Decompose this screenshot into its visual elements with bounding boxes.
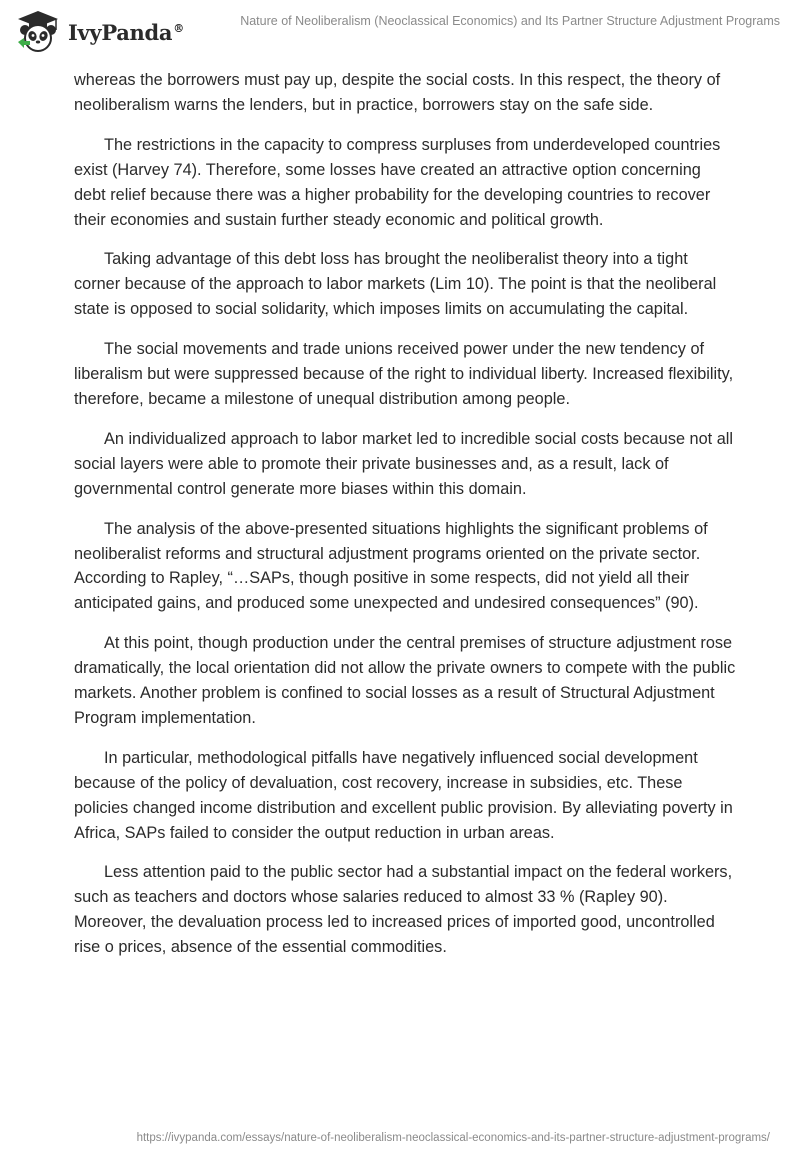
paragraph: The social movements and trade unions received power under the new tendency of liberalism but were suppressed because of the right to individual liberty. Increased flexibility, therefore, became a milestone of unequal distribution among people.: [74, 340, 734, 408]
paragraph: The restrictions in the capacity to compress surpluses from underdeveloped countries exist (Harvey 74). Therefore, some losses have created an attractive option concerning debt relief because there was a higher probability for the developing countries to recover their economies and sustain further steady economic and political growth.: [74, 135, 721, 229]
paragraph: Less attention paid to the public sector had a substantial impact on the federal workers, such as teachers and doctors whose salaries reduced to almost 33 % (Rapley 90). Moreover, the devaluation process led to increased prices of imported good, uncontrolled rise o prices, absence of the essential commodities.: [74, 863, 733, 957]
paragraph: In particular, methodological pitfalls have negatively influenced social development because of the policy of devaluation, cost recovery, increase in subsidies, etc. These policies changed income distribution and excellent public provision. By alleviating poverty in Africa, SAPs failed to consider the output reduction in urban areas.: [74, 748, 733, 842]
source-url-link[interactable]: https://ivypanda.com/essays/nature-of-neoliberalism-neoclassical-economics-and-its-partner-structure-adjustment-programs/: [136, 1132, 770, 1144]
paragraph: The analysis of the above-presented situations highlights the significant problems of neoliberalist reforms and structural adjustment programs oriented on the private sector. According to Rapley, “…SAPs, though positive in some respects, did not yield all their anticipated gains, and produced some unexpected and undesired consequences” (90).: [74, 519, 708, 613]
panda-graduate-icon: [14, 8, 62, 56]
brand-name: IvyPanda®: [68, 19, 184, 45]
paragraph: Taking advantage of this debt loss has brought the neoliberalist theory into a tight corner because of the approach to labor markets (Lim 10). The point is that the neoliberal state is opposed to social solidarity, which imposes limits on accumulating the capital.: [74, 250, 717, 319]
paragraph: An individualized approach to labor market led to incredible social costs because not all social layers were able to promote their private businesses and, as a result, lack of governmental control generate more biases within this domain.: [74, 429, 733, 498]
page-header: [0, 0, 800, 60]
essay-body: [74, 68, 736, 975]
paragraph: At this point, though production under the central premises of structure adjustment rose dramatically, the local orientation did not allow the private owners to compete with the public markets. Another problem is confined to social losses as a result of Structural Adjustment Program implementation.: [74, 634, 736, 727]
document-title: Nature of Neoliberalism (Neoclassical Economics) and Its Partner Structure Adjustment Programs: [240, 14, 780, 28]
paragraph: whereas the borrowers must pay up, despite the social costs. In this respect, the theory of neoliberalism warns the lenders, but in practice, borrowers stay on the safe side.: [74, 71, 721, 114]
ivypanda-logo[interactable]: [14, 8, 184, 56]
